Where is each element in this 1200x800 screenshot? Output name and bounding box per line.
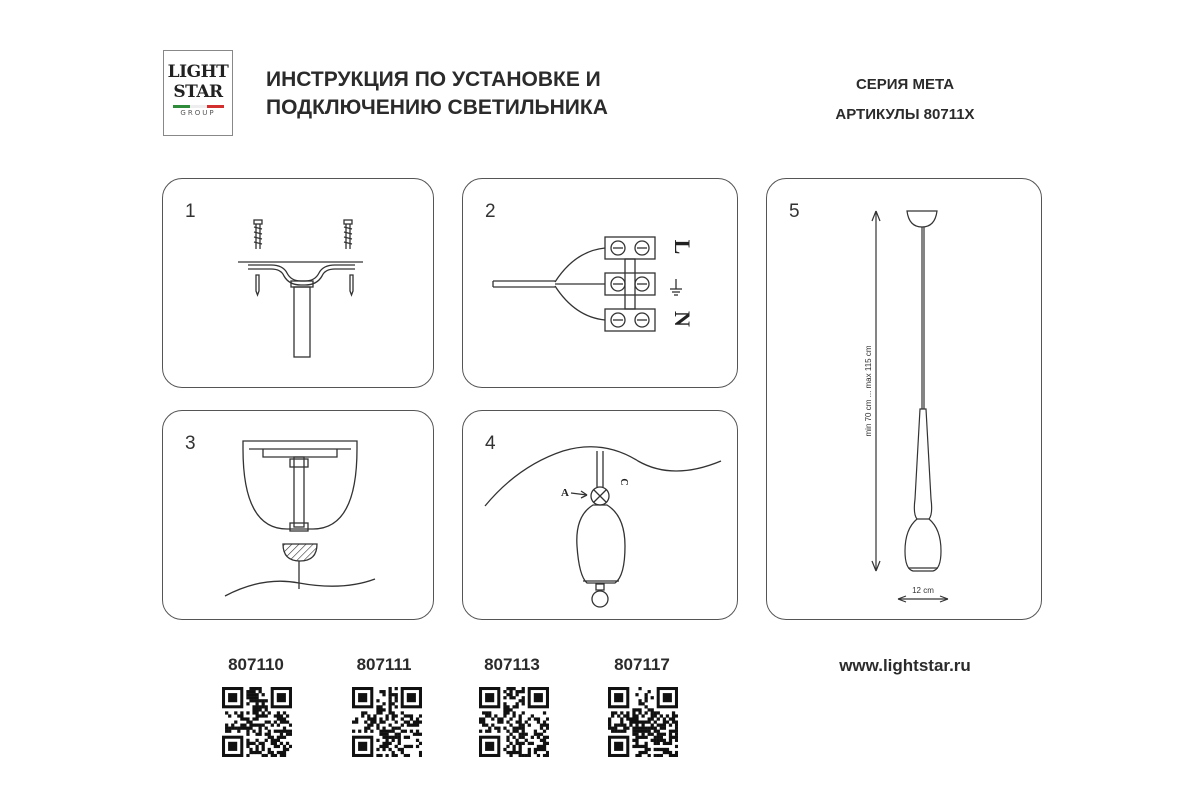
- height-range-label: min 70 cm ... max 115 cm: [864, 345, 873, 437]
- step-number: 2: [485, 201, 496, 222]
- series-name: СЕРИЯ МЕТА: [855, 76, 955, 93]
- mounting-bracket-diagram: [163, 179, 435, 389]
- width-label: 12 cm: [912, 586, 934, 595]
- website-link[interactable]: www.lightstar.ru: [839, 656, 971, 675]
- label-a: A: [561, 487, 569, 499]
- step-number: 1: [185, 201, 196, 222]
- document-title-line-2: ПОДКЛЮЧЕНИЮ СВЕТИЛЬНИКА: [266, 96, 608, 119]
- step-3-panel: [162, 410, 434, 620]
- canopy-assembly-diagram: [163, 411, 435, 621]
- step-1-panel: [162, 178, 434, 388]
- brand-logo: [163, 50, 233, 136]
- ground-symbol: [670, 279, 682, 295]
- logo-text-star: STAR: [173, 82, 223, 102]
- document-title: [266, 66, 686, 122]
- label-c: C: [618, 478, 629, 486]
- logo-flag-stripe: [173, 105, 224, 108]
- series-info: [770, 70, 1040, 130]
- terminal-block-bottom: [605, 309, 655, 331]
- article-number: 807117: [614, 655, 670, 674]
- upper-screw-right: [344, 220, 352, 249]
- article-range: АРТИКУЛЫ 80711X: [835, 106, 975, 123]
- article-number: 807113: [484, 655, 540, 674]
- step-2-panel: [462, 178, 738, 388]
- upper-screw-left: [254, 220, 262, 249]
- qr-code[interactable]: [352, 687, 422, 757]
- logo-text-light: LIGHT: [167, 62, 229, 82]
- logo-text-group: GROUP: [180, 109, 216, 117]
- step-number: 3: [185, 433, 196, 454]
- fixture-dimensions-diagram: [767, 179, 1043, 621]
- shade-and-bulb-diagram: [463, 411, 739, 621]
- wiring-terminal-diagram: [463, 179, 739, 389]
- neutral-terminal-label: N: [670, 311, 695, 327]
- step-number: 4: [485, 433, 496, 454]
- terminal-block-middle: [605, 273, 655, 295]
- qr-code[interactable]: [608, 687, 678, 757]
- step-number: 5: [789, 201, 800, 222]
- live-terminal-label: L: [670, 239, 695, 255]
- step-4-panel: [462, 410, 738, 620]
- article-number: 807111: [356, 655, 412, 674]
- qr-code[interactable]: [222, 687, 292, 757]
- qr-code[interactable]: [479, 687, 549, 757]
- article-number: 807110: [228, 655, 284, 674]
- document-title-line-1: ИНСТРУКЦИЯ ПО УСТАНОВКЕ И: [266, 68, 601, 91]
- terminal-block-top: [605, 237, 655, 259]
- step-5-panel: [766, 178, 1042, 620]
